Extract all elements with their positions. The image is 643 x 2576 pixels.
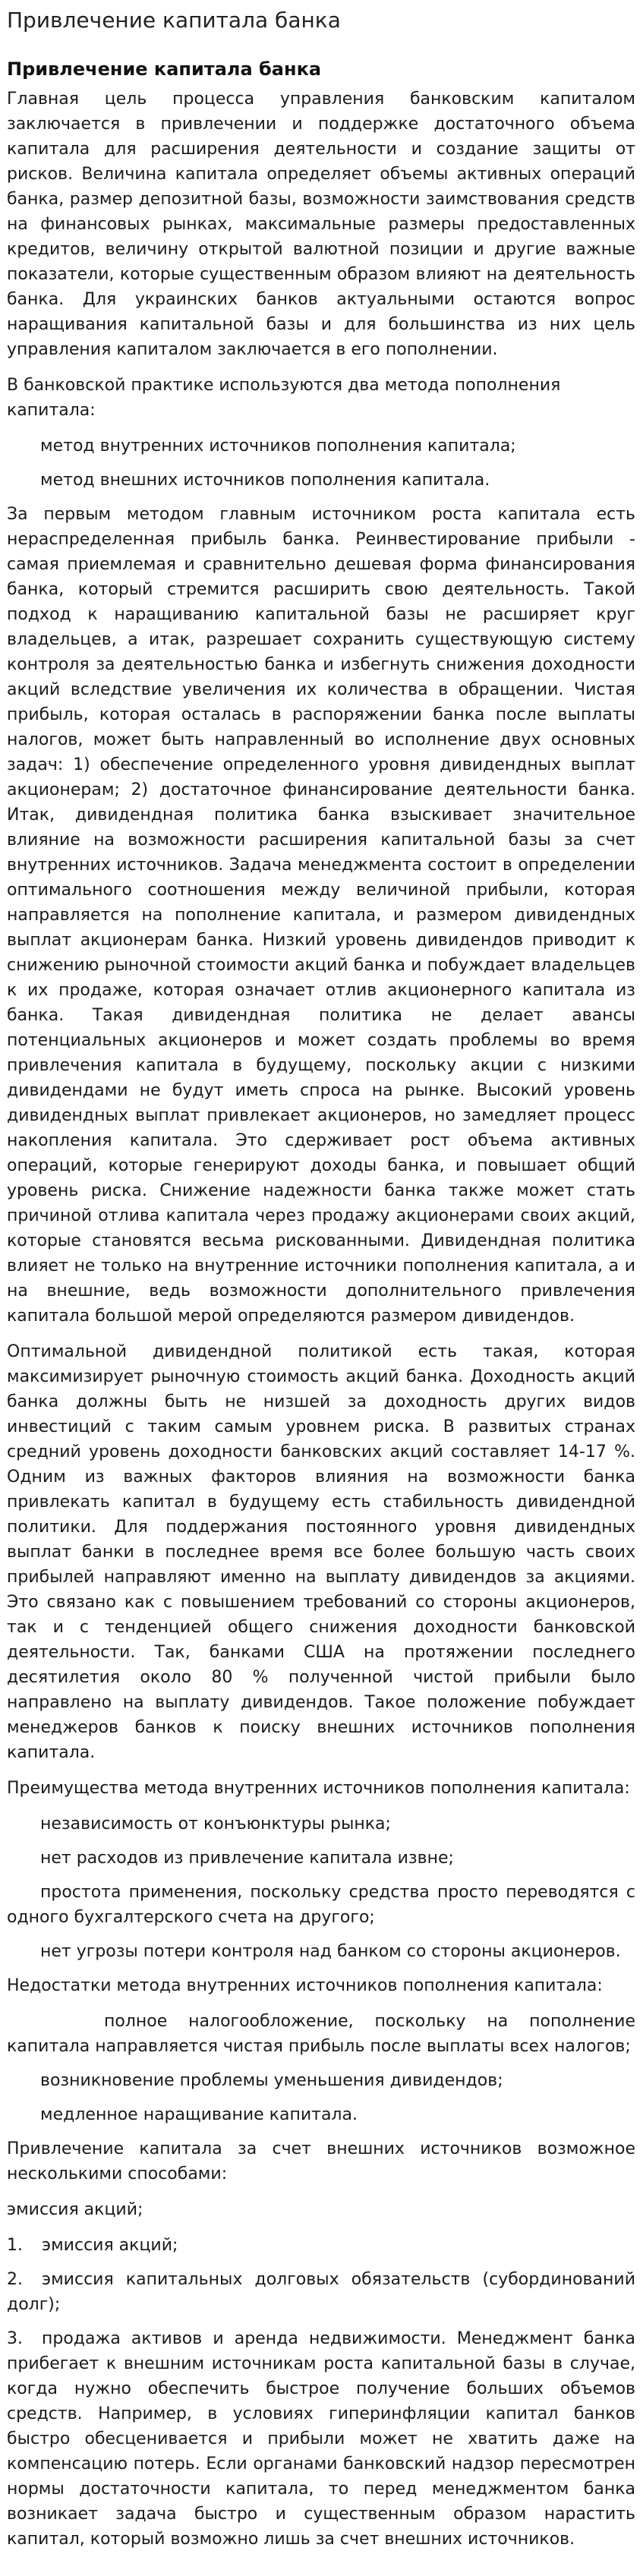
list-number: 1. xyxy=(7,2236,23,2255)
article-body xyxy=(7,58,635,2552)
list-item-text: метод внутренних источников пополнения капитала; xyxy=(40,437,516,456)
disadvantages-title: Недостатки метода внутренних источников пополнения капитала: xyxy=(7,1976,603,1995)
page-title: Привлечение капитала банка xyxy=(7,8,341,33)
external-first-item: эмиссия акций; xyxy=(7,2200,143,2219)
list-number: 3. xyxy=(7,2329,23,2348)
list-item xyxy=(7,2267,635,2317)
list-item xyxy=(7,434,635,459)
article-heading: Привлечение капитала банка xyxy=(7,58,322,80)
list-item xyxy=(7,2009,635,2059)
list-item xyxy=(7,2068,635,2093)
paragraph-dividend-policy: Оптимальной дивидендной политикой есть такая, которая максимизирует рыночную стоимость акций банка. Доходность акций банка должны быть не низшей за доходность других видов инвестиций с таким самым уровнем риска. В развитых странах средний уровень доходности банковских акций составляет 14-17 %. Одним из важных факторов влияния на возможности банка привлекать капитал в будущему есть стабильность дивидендной политики. Для поддержания постоянного уровня дивидендных выплат банки в последнее время все более большую часть своих прибылей направляют именно на выплату дивидендов за акциями. Это связано как с повышением требований со стороны акционеров, так и с тенденцией общего снижения доходности банковской деятельности. Так, банками США на протяжении последнего десятилетия около 80 % полученной чистой прибыли было направлено на выплату дивидендов. Такое положение побуждает менеджеров банков к поиску внешних источников пополнения капитала. xyxy=(7,1342,635,1762)
list-item xyxy=(7,468,635,493)
paragraph-methods-intro: В банковской практике используются два метода пополнения капитала: xyxy=(7,376,561,420)
list-item xyxy=(7,1880,635,1930)
methods-list xyxy=(7,434,635,493)
list-item-text: полное налогообложение, поскольку на пополнение капитала направляется чистая прибыль после выплаты всех налогов; xyxy=(7,2012,635,2056)
paragraph-internal-method: За первым методом главным источником роста капитала есть нераспределенная прибыль банка. Реинвестирование прибыли - самая приемлемая и сравнительно дешевая форма финансирования банка, который стремится расширить свою деятельность. Такой подход к наращиванию капитальной базы не расширяет круг владельцев, а итак, разрешает сохранить существующую систему контроля за деятельностью банка и избегнуть снижения доходности акций вследствие увеличения их количества в обращении. Чистая прибыль, которая осталась в распоряжении банка после выплаты налогов, может быть направленный во исполнение двух основных задач: 1) обеспечение определенного уровня дивидендных выплат акционерам; 2) достаточное финансирование деятельности банка. Итак, дивидендная политика банка взыскивает значительное влияние на возможности расширения капитальной базы за счет внутренних источников. Задача менеджмента состоит в определении оптимального соотношения между величиной прибыли, которая направляется на пополнение капитала, и размером дивидендных выплат акционерам банка. Низкий уровень дивидендов приводит к снижению рыночной стоимости акций банка и побуждает владельцев к их продаже, которая означает отлив акционерного капитала из банка. Такая дивидендная политика не делает авансы потенциальных акционеров и может создать проблемы во время привлечения капитала в будущему, поскольку акции с низкими дивидендами не будут иметь спроса на рынке. Высокий уровень дивидендных выплат привлекает акционеров, но замедляет процесс накопления капитала. Это сдерживает рост объема активных операций, которые генерируют доходы банка, и повышает общий уровень риска. Снижение надежности банка также может стать причиной отлива капитала через продажу акционерами своих акций, которые становятся весьма рискованными. Дивидендная политика влияет не только на внутренние источники пополнения капитала, а и на внешние, ведь возможности дополнительного привлечения капитала большой мерой определяются размером дивидендов. xyxy=(7,505,635,1326)
list-item-text: эмиссия капитальных долговых обязательств (субординований долг); xyxy=(7,2270,635,2314)
advantages-title: Преимущества метода внутренних источников пополнения капитала: xyxy=(7,1779,630,1798)
disadvantages-list xyxy=(7,2009,635,2127)
list-item xyxy=(7,1811,635,1837)
list-number: 2. xyxy=(7,2270,23,2289)
external-sources-title: Привлечение капитала за счет внешних источников возможное несколькими способами: xyxy=(7,2139,635,2183)
list-item-text: независимость от конъюнктуры рынка; xyxy=(40,1815,391,1833)
list-item-text: эмиссия акций; xyxy=(42,2236,178,2255)
list-item-text: нет расходов из привлечение капитала извне; xyxy=(40,1849,454,1868)
list-item xyxy=(7,2233,635,2258)
list-item-text: простота применения, поскольку средства просто переводятся с одного бухгалтерского счета на другого; xyxy=(7,1883,635,1927)
list-item xyxy=(7,2326,635,2552)
external-sources-list xyxy=(7,2233,635,2552)
paragraph-capital-goal: Главная цель процесса управления банковским капиталом заключается в привлечении и поддержке достаточного объема капитала для расширения деятельности и создание защиты от рисков. Величина капитала определяет объемы активных операций банка, размер депозитной базы, возможности заимствования средств на финансовых рынках, максимальные размеры предоставленных кредитов, величину открытой валютной позиции и другие важные показатели, которые существенным образом влияют на деятельность банка. Для украинских банков актуальными остаются вопрос наращивания капитальной базы и для большинства из них цель управления капиталом заключается в его пополнении. xyxy=(7,90,635,359)
list-item-text: возникновение проблемы уменьшения дивидендов; xyxy=(40,2071,503,2090)
list-item xyxy=(7,1846,635,1871)
list-item-text: медленное наращивание капитала. xyxy=(40,2105,358,2124)
list-item xyxy=(7,1939,635,1964)
list-item xyxy=(7,2102,635,2127)
list-item-text: метод внешних источников пополнения капитала. xyxy=(40,471,490,490)
list-item-text: продажа активов и аренда недвижимости. Менеджмент банка прибегает к внешним источникам роста капитальной базы в случае, когда нужно обеспечить быстрое получение больших объемов средств. Например, в условиях гиперинфляции капитал банков быстро обесценивается и прибыли может не хватить даже на компенсацию потерь. Если органами банковский надзор пересмотрен нормы достаточности капитала, то перед менеджментом банка возникает задача быстро и существенным образом нарастить капитал, который возможно лишь за счет внешних источников. xyxy=(7,2329,635,2549)
list-item-text: нет угрозы потери контроля над банком со стороны акционеров. xyxy=(40,1942,621,1961)
advantages-list xyxy=(7,1811,635,1964)
